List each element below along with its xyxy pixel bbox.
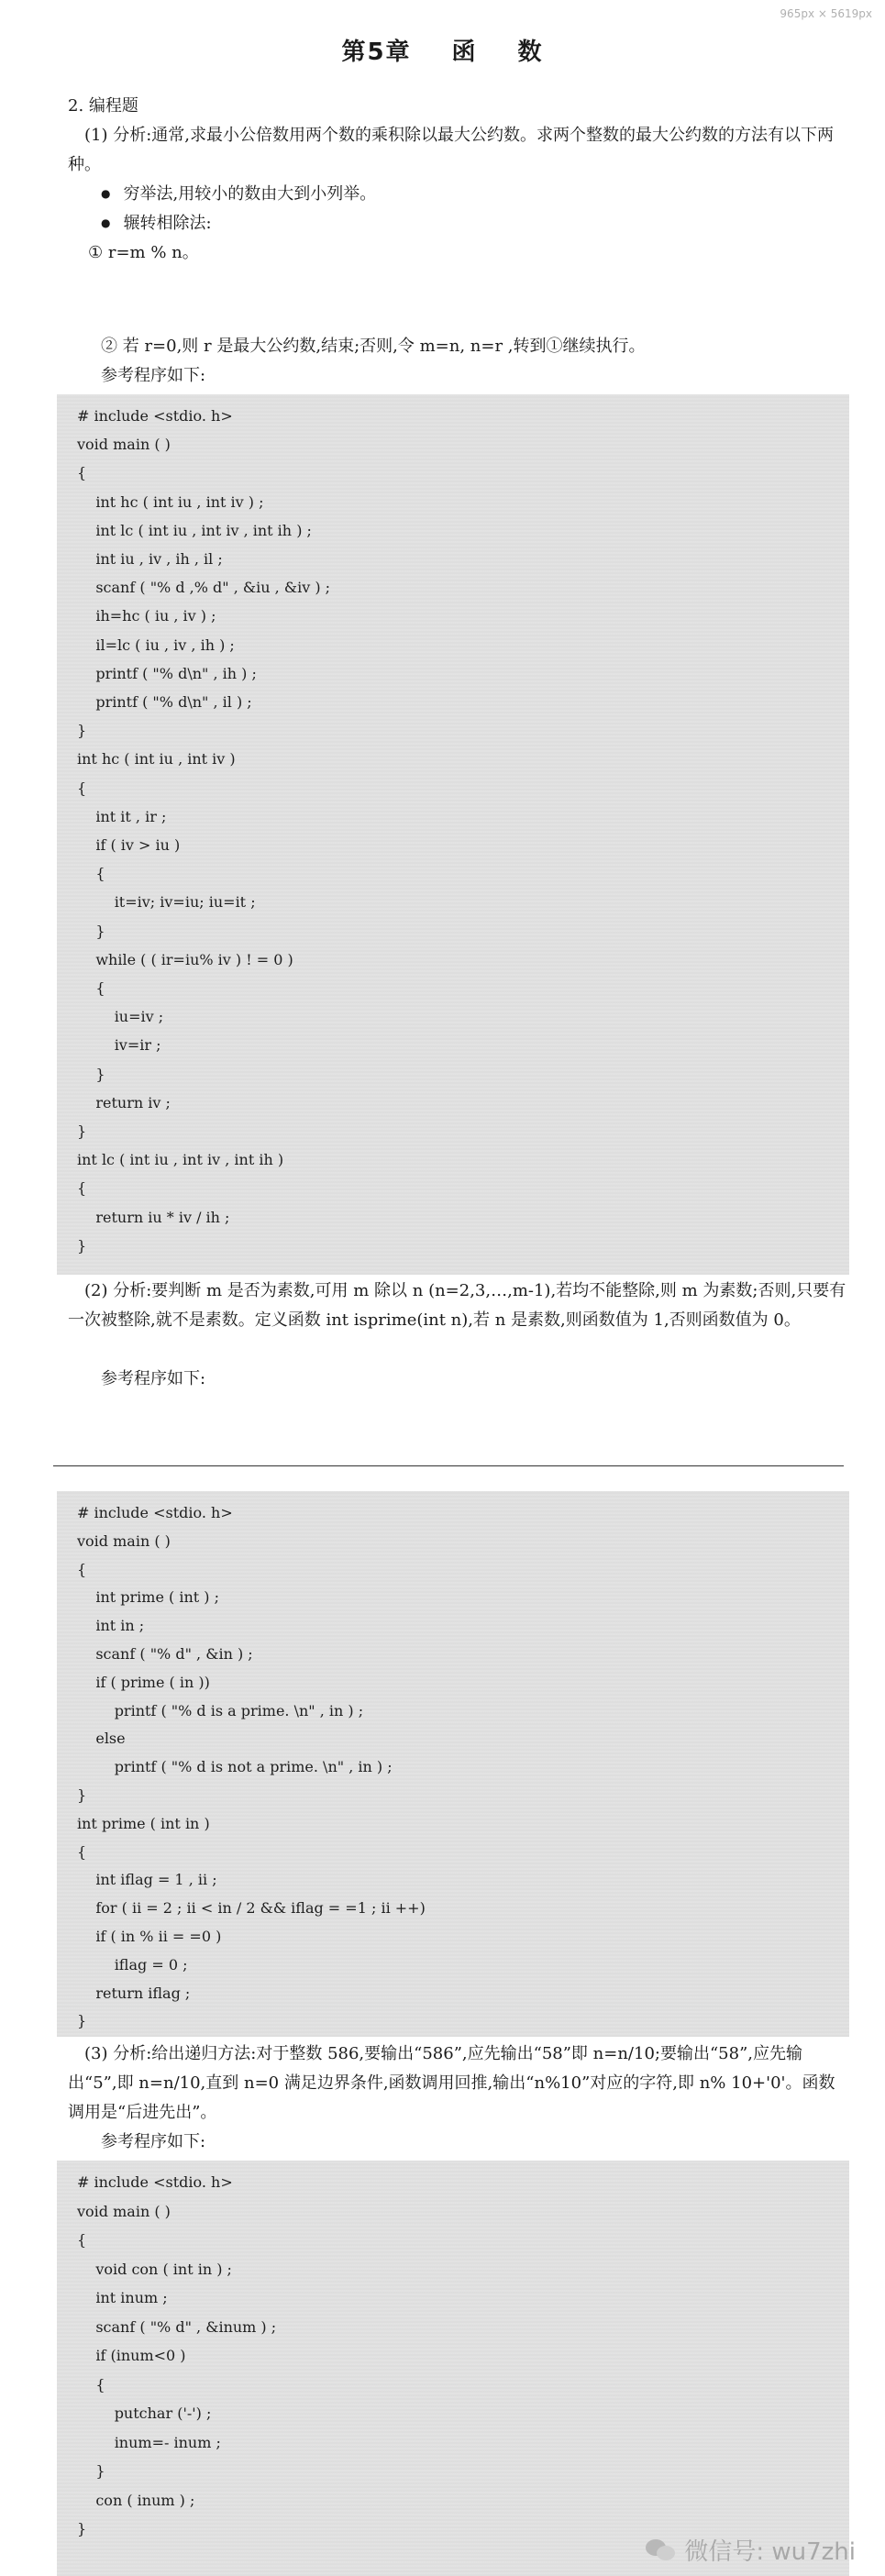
code-line: iflag = 0 ; xyxy=(77,1955,188,1973)
code-line: { xyxy=(77,1179,87,1198)
code-line: int inum ; xyxy=(77,2289,168,2306)
code-line: return iu * iv / ih ; xyxy=(77,1208,230,1226)
code-line: printf ( "% d\n" , il ) ; xyxy=(77,693,252,711)
code-line: } xyxy=(77,1236,87,1255)
code-line: if ( prime ( in )) xyxy=(77,1673,210,1691)
code-line: con ( inum ) ; xyxy=(77,2491,195,2509)
code-line: inum=- inum ; xyxy=(77,2433,221,2451)
code-line: int lc ( int iu , int iv , int ih ) ; xyxy=(77,521,312,539)
code-line: return iflag ; xyxy=(77,1984,191,2002)
code-line: if ( in % ii = =0 ) xyxy=(77,1928,222,1945)
code-line: { xyxy=(77,779,87,797)
code-line: iu=iv ; xyxy=(77,1008,164,1026)
dimension-label: 965px × 5619px xyxy=(780,7,872,20)
wechat-icon xyxy=(646,2537,677,2563)
section-heading: 2. 编程题 xyxy=(68,96,138,116)
code-line: while ( ( ir=iu% iv ) ! = 0 ) xyxy=(77,950,293,968)
code-line: if (inum<0 ) xyxy=(77,2347,186,2364)
page-divider xyxy=(53,1465,844,1466)
code-line: # include <stdio. h> xyxy=(77,407,233,425)
code-line: printf ( "% d is a prime. \n" , in ) ; xyxy=(77,1701,364,1719)
code-line: printf ( "% d is not a prime. \n" , in ) ; xyxy=(77,1758,393,1776)
code-block-q3 xyxy=(57,2161,849,2576)
code-line: # include <stdio. h> xyxy=(77,1504,233,1521)
code-line: } xyxy=(77,1065,105,1083)
code-line: { xyxy=(77,1560,87,1578)
code-line: } xyxy=(77,722,87,740)
code-line: return iv ; xyxy=(77,1093,171,1111)
code-line: int prime ( int ) ; xyxy=(77,1588,219,1607)
code-line: { xyxy=(77,1842,87,1861)
code-line: int in ; xyxy=(77,1617,145,1635)
q3-analysis: (3) 分析:给出递归方法:对于整数 586,要输出“586”,应先输出“58”即 n=n/10;要输出“58”,应先输出“5”,即 n=n/10,直到 n=0 满足边界条件,函数调用回推,输出“n%10”对应的字符,即 n% 10+'0'。函数调用是“后进先出”。 xyxy=(68,2044,835,2122)
q1-step-2: ② 若 r=0,则 r 是最大公约数,结束;否则,令 m=n, n=r ,转到①继续执行。 xyxy=(101,337,646,356)
q1-bullet-euclid: ● 辗转相除法: xyxy=(101,209,212,239)
chapter-label: 第5章 xyxy=(341,39,412,66)
code-line: putchar ('-') ; xyxy=(77,2405,212,2422)
q1-analysis: (1) 分析:通常,求最小公倍数用两个数的乘积除以最大公约数。求两个整数的最大公约数的方法有以下两种。 xyxy=(68,126,835,174)
code-line: il=lc ( iu , iv , ih ) ; xyxy=(77,636,235,654)
code-line: void con ( int in ) ; xyxy=(77,2260,232,2278)
code-line: { xyxy=(77,2375,105,2394)
code-line: void main ( ) xyxy=(77,436,171,454)
code-line: { xyxy=(77,979,105,997)
code-line: int iu , iv , ih , il ; xyxy=(77,550,223,568)
subject-char-2: 数 xyxy=(517,39,544,66)
code-line: void main ( ) xyxy=(77,1531,171,1550)
code-line: scanf ( "% d" , &inum ) ; xyxy=(77,2317,277,2336)
code-line: void main ( ) xyxy=(77,2202,171,2220)
code-line: } xyxy=(77,1786,87,1804)
code-block-q2 xyxy=(57,1491,849,2037)
code-line: iv=ir ; xyxy=(77,1036,161,1055)
q1-bullet-exhaustive: ● 穷举法,用较小的数由大到小列举。 xyxy=(101,180,376,210)
code-line: ih=hc ( iu , iv ) ; xyxy=(77,607,216,625)
watermark-text: 微信号: wu7zhi xyxy=(684,2538,856,2566)
q1-reference-label: 参考程序如下: xyxy=(101,366,206,385)
code-line: } xyxy=(77,2462,105,2480)
page-title xyxy=(0,33,885,67)
code-line: int hc ( int iu , int iv ) xyxy=(77,750,236,768)
code-line: if ( iv > iu ) xyxy=(77,836,181,854)
code-line: int hc ( int iu , int iv ) ; xyxy=(77,492,264,511)
code-line: } xyxy=(77,2012,87,2030)
code-line: } xyxy=(77,922,105,940)
code-line: int iflag = 1 , ii ; xyxy=(77,1871,217,1889)
code-line: # include <stdio. h> xyxy=(77,2173,233,2191)
q2-reference-label: 参考程序如下: xyxy=(101,1369,206,1388)
code-line: } xyxy=(77,1122,87,1140)
code-line: scanf ( "% d" , &in ) ; xyxy=(77,1645,253,1663)
code-line: } xyxy=(77,2520,87,2537)
code-line: int prime ( int in ) xyxy=(77,1814,210,1832)
code-line: printf ( "% d\n" , ih ) ; xyxy=(77,664,257,682)
code-line: int it , ir ; xyxy=(77,807,167,825)
code-line: else xyxy=(77,1730,126,1748)
subject-char-1: 函 xyxy=(451,39,478,66)
q2-analysis: (2) 分析:要判断 m 是否为素数,可用 m 除以 n (n=2,3,…,m-1),若均不能整除,则 m 为素数;否则,只要有一次被整除,就不是素数。定义函数 int isprime(int n),若 n 是素数,则函数值为 1,否则函数值为 0。 xyxy=(68,1281,846,1330)
q3-reference-label: 参考程序如下: xyxy=(101,2132,206,2151)
code-line: { xyxy=(77,2231,87,2249)
watermark xyxy=(646,2533,856,2567)
code-block-q1 xyxy=(57,394,849,1275)
code-line: int lc ( int iu , int iv , int ih ) xyxy=(77,1151,284,1169)
code-line: { xyxy=(77,464,87,482)
code-line: scanf ( "% d ,% d" , &iu , &iv ) ; xyxy=(77,579,331,597)
q1-step-1: ① r=m % n。 xyxy=(88,243,199,262)
code-line: it=iv; iv=iu; iu=it ; xyxy=(77,893,256,912)
code-line: for ( ii = 2 ; ii < in / 2 && iflag = =1 ; ii ++) xyxy=(77,1899,426,1918)
code-line: { xyxy=(77,865,105,883)
